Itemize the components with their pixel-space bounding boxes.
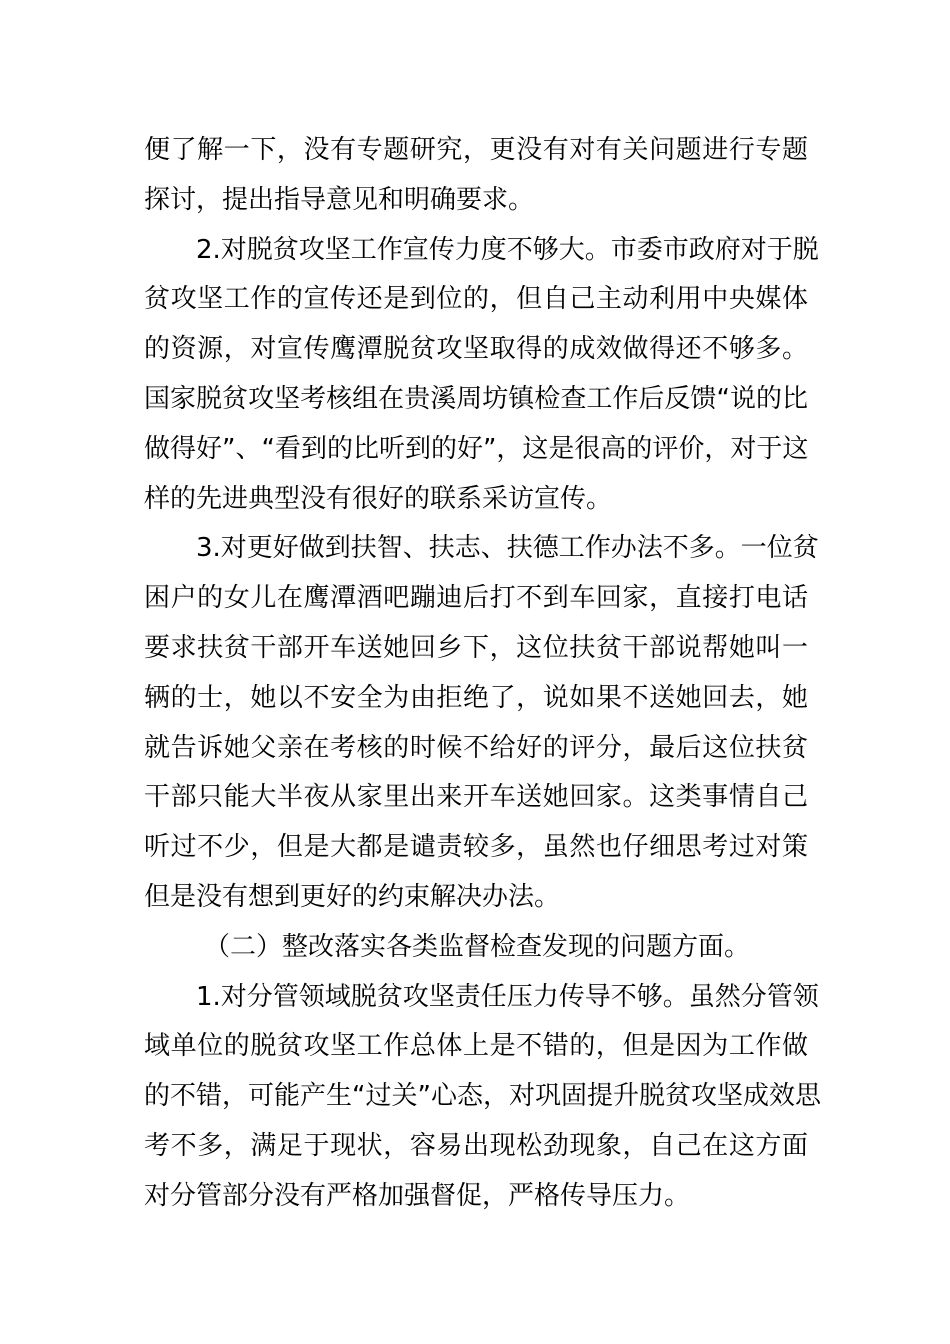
- body-text-line: 探讨，提出指导意见和明确要求。: [144, 184, 535, 215]
- body-text-line: 对分管部分没有严格加强督促，严格传导压力。: [144, 1180, 691, 1211]
- body-text-line: 样的先进典型没有很好的联系采访宣传。: [144, 483, 613, 514]
- body-text-line: 但是没有想到更好的约束解决办法。: [144, 881, 561, 912]
- body-text-line: 听过不少，但是大都是谴责较多，虽然也仔细思考过对策: [144, 832, 808, 863]
- body-text-line: 要求扶贫干部开车送她回乡下，这位扶贫干部说帮她叫一: [144, 632, 808, 663]
- body-text-line: 便了解一下，没有专题研究，更没有对有关问题进行专题: [144, 135, 808, 165]
- body-text-line: 的不错，可能产生“过关”心态，对巩固提升脱贫攻坚成效思: [144, 1081, 821, 1112]
- body-text-line: 就告诉她父亲在考核的时候不给好的评分，最后这位扶贫: [144, 732, 808, 763]
- document-body: [144, 126, 821, 1222]
- numbered-item-first-line: 3.对更好做到扶智、扶志、扶德工作办法不多。一位贫: [196, 533, 819, 564]
- body-text-line: 的资源，对宣传鹰潭脱贫攻坚取得的成效做得还不够多。: [144, 334, 808, 365]
- body-text-line: 做得好”、“看到的比听到的好”，这是很高的评价，对于这: [144, 433, 809, 464]
- numbered-item-first-line: 1.对分管领域脱贫攻坚责任压力传导不够。虽然分管领: [196, 981, 819, 1012]
- numbered-item-first-line: 2.对脱贫攻坚工作宣传力度不够大。市委市政府对于脱: [196, 234, 819, 265]
- body-text-line: 域单位的脱贫攻坚工作总体上是不错的，但是因为工作做: [144, 1031, 808, 1062]
- body-text-line: 国家脱贫攻坚考核组在贵溪周坊镇检查工作后反馈“说的比: [144, 383, 808, 414]
- body-text-line: 辆的士，她以不安全为由拒绝了，说如果不送她回去，她: [144, 682, 808, 713]
- body-text-line: 考不多，满足于现状，容易出现松劲现象，自己在这方面: [144, 1130, 808, 1161]
- body-text-line: 贫攻坚工作的宣传还是到位的，但自己主动利用中央媒体: [144, 284, 808, 315]
- body-text-line: 困户的女儿在鹰潭酒吧蹦迪后打不到车回家，直接打电话: [144, 583, 808, 614]
- section-heading: （二）整改落实各类监督检查发现的问题方面。: [204, 931, 751, 962]
- body-text-line: 干部只能大半夜从家里出来开车送她回家。这类事情自己: [144, 782, 808, 813]
